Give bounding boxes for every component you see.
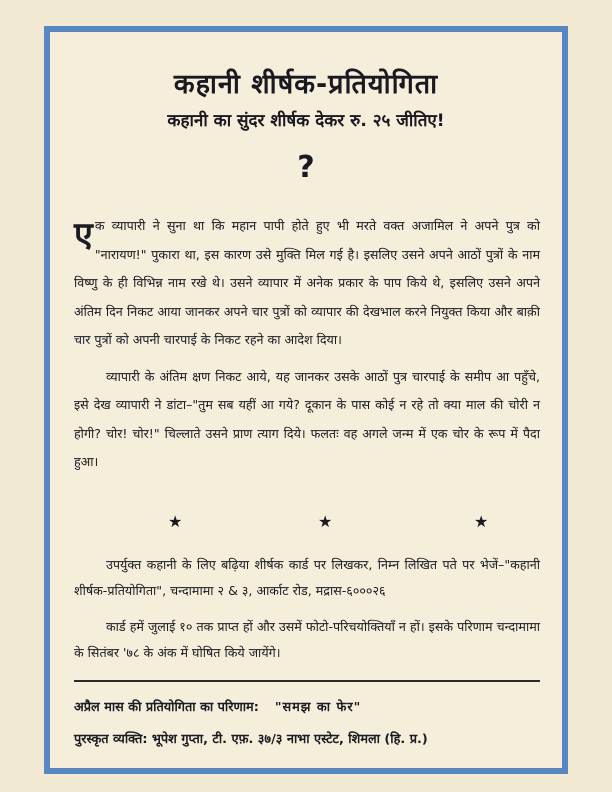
rules-deadline: कार्ड हमें जुलाई १० तक प्राप्त हों और उसमें फोटो-परिचयोक्तियाँ न हों। इसके परिणाम चन्दामामा के सितंबर '७८ के अंक में घोषित किये जायेंगे। — [74, 619, 540, 660]
story-text — [74, 212, 540, 477]
drop-cap: ए — [74, 215, 93, 255]
story-paragraph-1 — [74, 212, 540, 355]
star-icon: ★ — [318, 512, 333, 531]
result-title: "समझ का फेर" — [274, 700, 362, 715]
divider — [74, 680, 540, 682]
contest-rules — [74, 552, 540, 666]
winner-line — [74, 724, 540, 756]
contest-frame — [44, 26, 568, 774]
contest-subtitle: कहानी का सुंदर शीर्षक देकर रु. २५ जीतिए! — [167, 111, 445, 131]
winner-name: भूपेश गुप्ता, टी. एफ़. ३७/३ नाभा एस्टेट, शिमला (हि. प्र.) — [151, 732, 428, 747]
story-paragraph-1-text: क व्यापारी ने सुना था कि महान पापी होते हुए भी मरते वक्त अजामिल ने अपने पुत्र को "नारायण!" पुकारा था, इस कारण उसे मुक्ति मिल गई है। इसलिए उसने अपने आठों पुत्रों के नाम विष्णु के ही विभिन्न नाम रखे थे। उसने व्यापार में अनेक प्रकार के पाप किये थे, इसलिए उसने अपने अंतिम दिन निकट आया जानकर अपने चार पुत्रों को व्यापार की देखभाल करने नियुक्त किया और बाक़ी चार पुत्रों को अपनी चारपाई के निकट रहने का आदेश दिया। — [74, 218, 540, 347]
winner-label: पुरस्कृत व्यक्ति: — [74, 732, 148, 747]
star-separator — [50, 512, 562, 536]
star-icon: ★ — [168, 512, 183, 531]
question-mark: ? — [297, 150, 315, 185]
contest-title: कहानी शीर्षक-प्रतियोगिता — [173, 69, 439, 100]
result-label: अप्रैल मास की प्रतियोगिता का परिणाम: — [74, 700, 259, 715]
result-line — [74, 692, 540, 724]
previous-result — [74, 692, 540, 756]
rules-address: उपर्युक्त कहानी के लिए बढ़िया शीर्षक कार्ड पर लिखकर, निम्न लिखित पते पर भेजें–"कहानी शीर्षक-प्रतियोगिता", चन्दामामा २ & ३, आर्काट रोड, मद्रास-६०००२६ — [74, 557, 540, 598]
story-paragraph-2: व्यापारी के अंतिम क्षण निकट आये, यह जानकर उसके आठों पुत्र चारपाई के समीप आ पहुँचे, इसे देख व्यापारी ने डांटा–"तुम सब यहीं आ गये? दूकान के पास कोई न रहे तो क्या माल की चोरी न होगी? चोर! चोर!" चिल्लाते उसने प्राण त्याग दिये। फलतः वह अगले जन्म में एक चोर के रूप में पैदा हुआ। — [74, 368, 540, 469]
star-icon: ★ — [474, 512, 489, 531]
